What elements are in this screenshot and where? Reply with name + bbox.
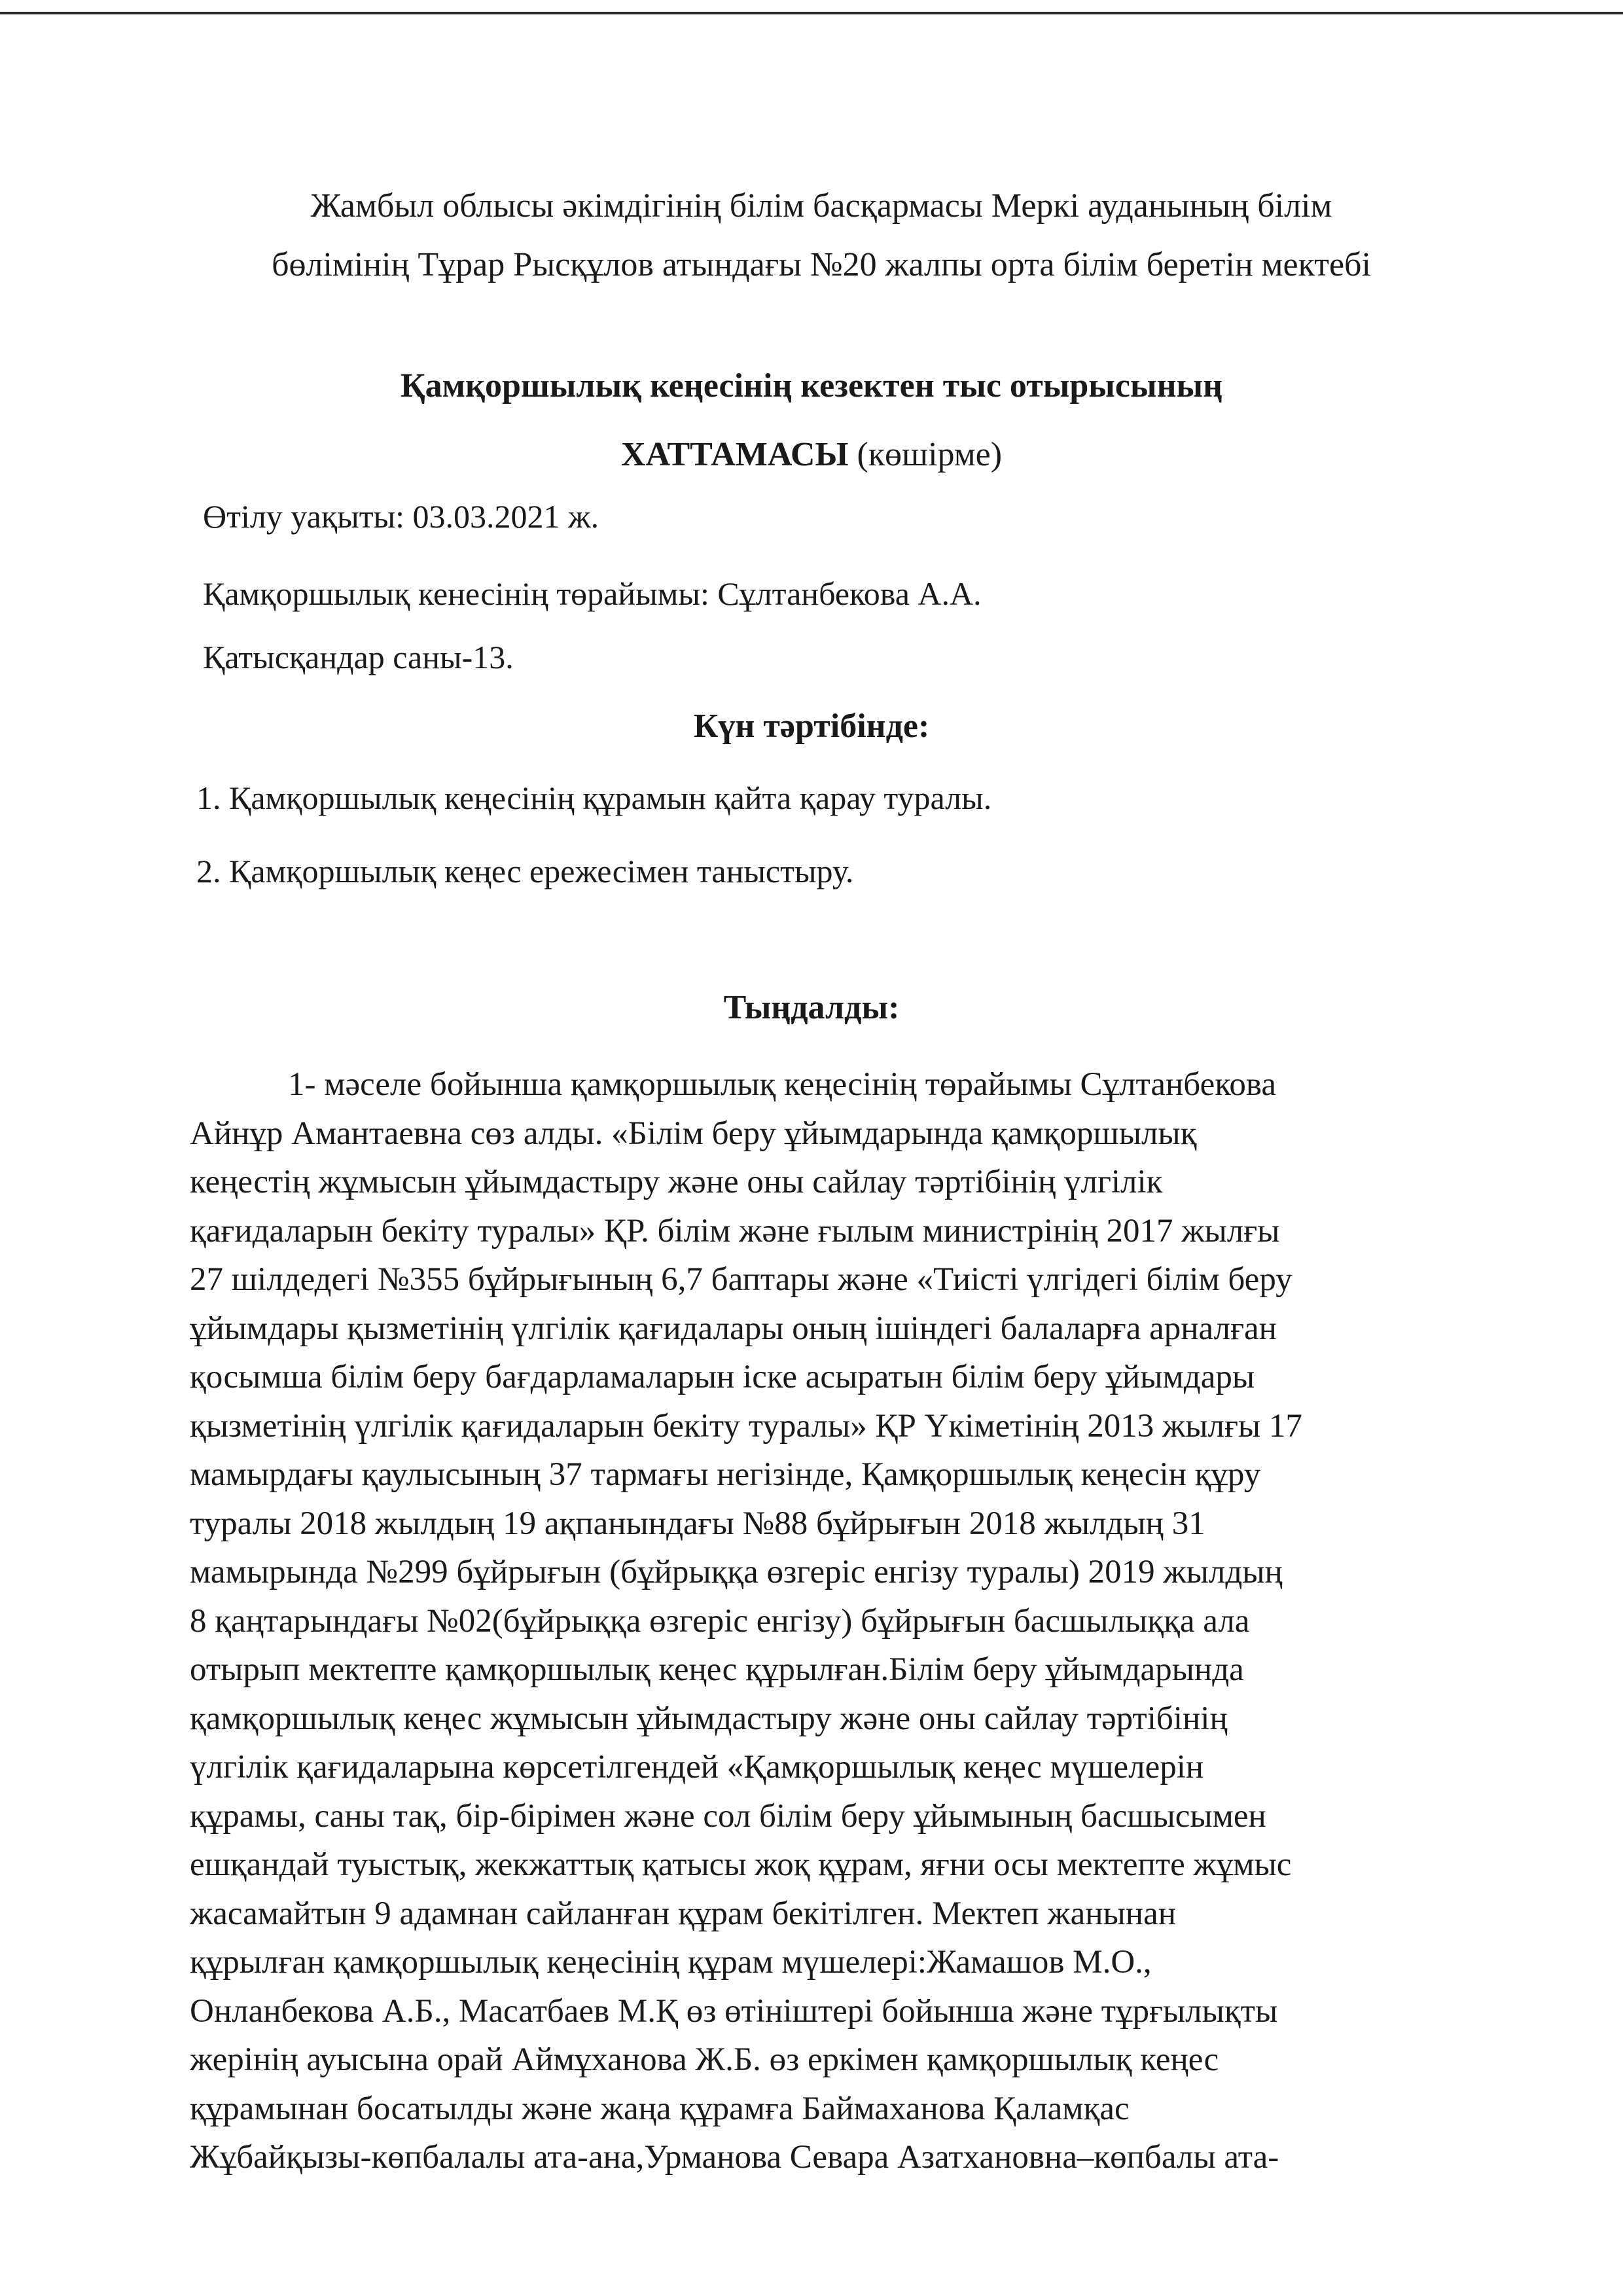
body-line: Жұбайқызы-көпбалалы ата-ана,Урманова Севара Азатхановна–көпбалы ата- <box>190 2139 1279 2176</box>
body-line: кеңестің жұмысын ұйымдастыру және оны сайлау тәртібінің үлгілік <box>190 1164 1163 1200</box>
body-line: мамырында №299 бұйрығын (бұйрыққа өзгеріс енгізу туралы) 2019 жылдың <box>190 1554 1283 1590</box>
body-line: Онланбекова А.Б., Масатбаев М.Қ өз өтініштері бойынша және тұрғылықты <box>190 1992 1278 2030</box>
subtitle-note: (көшірме) <box>848 436 1003 473</box>
body-line: құрамынан босатылды және жаңа құрамға Баймаханова Қаламқас <box>190 2090 1130 2127</box>
document-subtitle <box>0 435 1623 474</box>
body-line: құрылған қамқоршылық кеңесінің құрам мүшелері:Жамашов М.О., <box>190 1944 1152 1981</box>
body-line: отырып мектепте қамқоршылық кеңес құрылған.Білім беру ұйымдарында <box>190 1651 1244 1688</box>
body-line: қағидаларын бекіту туралы» ҚР. білім және ғылым министрінің 2017 жылғы <box>190 1212 1280 1249</box>
body-line: қызметінің үлгілік қағидаларын бекіту туралы» ҚР Үкіметінің 2013 жылғы 17 <box>190 1407 1302 1444</box>
body-line: үлгілік қағидаларына көрсетілгендей «Қамқоршылық кеңес мүшелерін <box>190 1749 1204 1785</box>
header-line-1: Жамбыл облысы әкімдігінің білім басқармасы Меркі ауданының білім <box>310 187 1332 224</box>
body-line: мамырдағы қаулысының 37 тармағы негізінде, Қамқоршылық кеңесін құру <box>190 1456 1261 1493</box>
document-title: Қамқоршылық кеңесінің кезектен тыс отырысының <box>400 367 1223 404</box>
body-line: қамқоршылық кеңес жұмысын ұйымдастыру және оны сайлау тәртібінің <box>190 1700 1228 1737</box>
listened-heading: Тыңдалды: <box>723 989 900 1026</box>
body-line: ұйымдары қызметінің үлгілік қағидалары оның ішіндегі балаларға арналған <box>190 1310 1277 1347</box>
subtitle-bold: ХАТТАМАСЫ <box>620 436 849 473</box>
agenda-item-2: 2. Қамқоршылық кеңес ережесімен таныстыру. <box>196 853 854 889</box>
council-chair: Қамқоршылық кенесінің төрайымы: Сұлтанбекова А.А. <box>203 575 982 612</box>
agenda-heading: Күн тәртібінде: <box>693 708 930 745</box>
body-line: туралы 2018 жылдың 19 ақпанындағы №88 бұйрығын 2018 жылдың 31 <box>190 1505 1205 1542</box>
body-line: 8 қаңтарындағы №02(бұйрыққа өзгеріс енгізу) бұйрығын басшылыққа ала <box>190 1602 1250 1640</box>
listened-body <box>190 1060 1472 2182</box>
body-line: 1- мәселе бойынша қамқоршылық кеңесінің төрайымы Сұлтанбекова <box>288 1066 1276 1103</box>
meeting-date: Өтілу уақыты: 03.03.2021 ж. <box>203 498 599 535</box>
body-line: жерінің ауысына орай Аймұханова Ж.Б. өз еркімен қамқоршылық кеңес <box>190 2041 1219 2078</box>
top-border-line <box>0 12 1623 14</box>
body-line: 27 шілдедегі №355 бұйрығының 6,7 баптары және «Тиісті үлгідегі білім беру <box>190 1261 1293 1298</box>
header-line-2: бөлімінің Тұрар Рысқұлов атындағы №20 жалпы орта білім беретін мектебі <box>272 246 1371 283</box>
body-line: Айнұр Амантаевна сөз алды. «Білім беру ұйымдарында қамқоршылық <box>190 1115 1197 1152</box>
body-line: құрамы, саны тақ, бір-бірімен және сол білім беру ұйымының басшысымен <box>190 1797 1266 1835</box>
body-line: ешқандай туыстық, жекжаттық қатысы жоқ құрам, яғни осы мектепте жұмыс <box>190 1846 1292 1883</box>
body-line: жасамайтын 9 адамнан сайланған құрам бекітілген. Мектеп жанынан <box>190 1895 1177 1932</box>
body-line: қосымша білім беру бағдарламаларын іске асыратын білім беру ұйымдары <box>190 1359 1255 1395</box>
document-header <box>164 177 1479 295</box>
attendees-count: Қатысқандар саны-13. <box>203 639 514 675</box>
agenda-item-1: 1. Қамқоршылық кеңесінің құрамын қайта қарау туралы. <box>196 780 992 816</box>
